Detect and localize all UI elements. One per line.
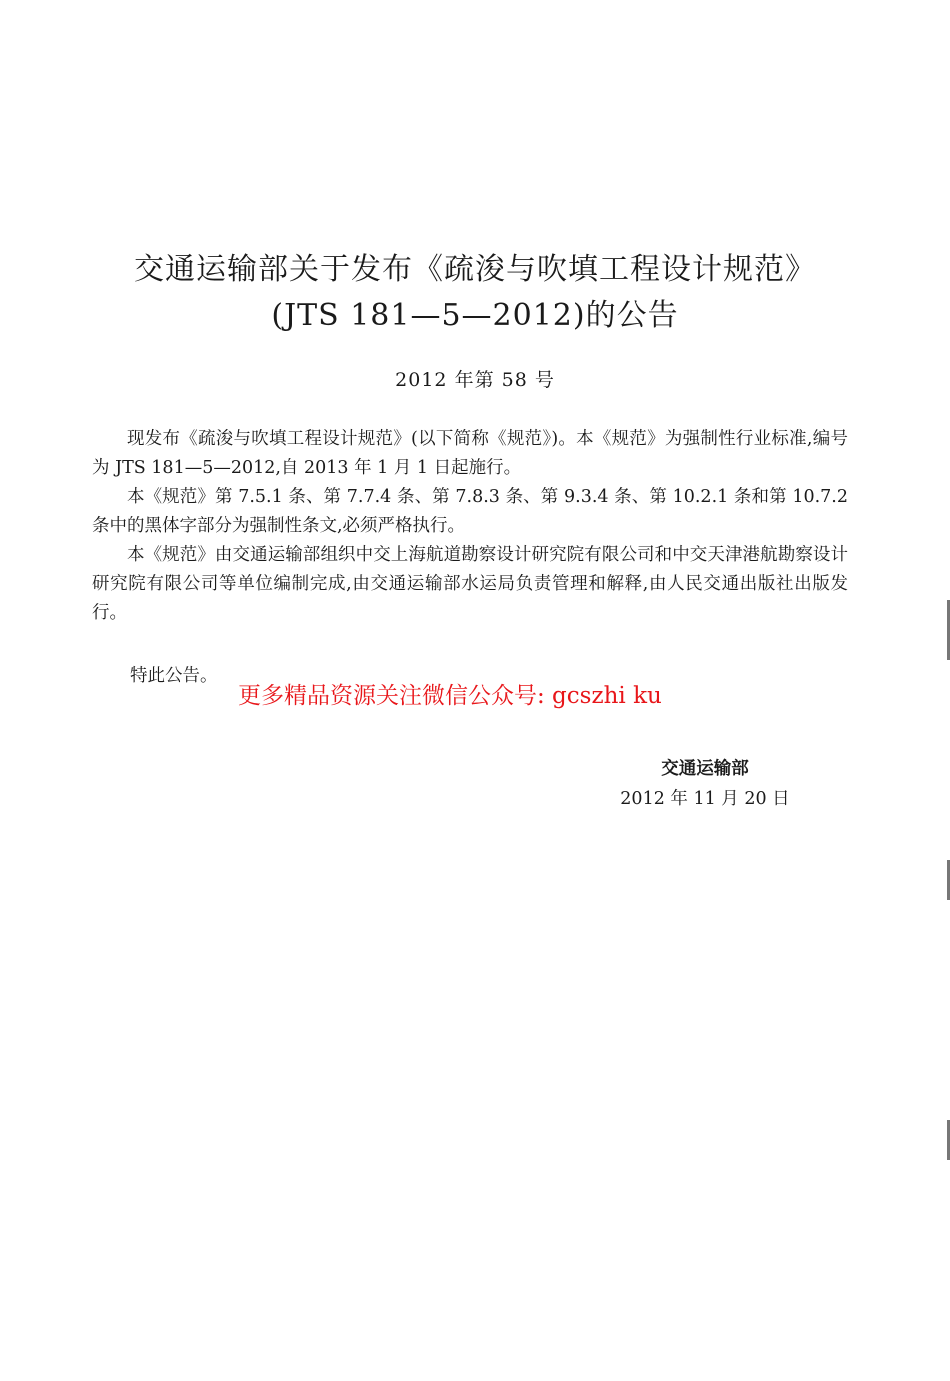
issue-date: 2012 年 11 月 20 日 [620, 789, 790, 809]
signature-block [600, 754, 810, 814]
closing-statement: 特此公告。 [130, 666, 218, 686]
announcement-title-line1: 交通运输部关于发布《疏浚与吹填工程设计规范》 [134, 252, 816, 287]
document-number: 2012 年第 58 号 [395, 369, 555, 391]
announcement-body [92, 425, 848, 628]
watermark-text: 更多精品资源关注微信公众号: gcszhi ku [238, 683, 662, 709]
paragraph-compilation: 本《规范》由交通运输部组织中交上海航道勘察设计研究院有限公司和中交天津港航勘察设计研究院有限公司等单位编制完成,由交通运输部水运局负责管理和解释,由人民交通出版社出版发行。 [92, 545, 848, 623]
announcement-title-line2: (JTS 181—5—2012)的公告 [271, 298, 679, 333]
paragraph-mandatory-clauses: 本《规范》第 7.5.1 条、第 7.7.4 条、第 7.8.3 条、第 9.3.4 条、第 10.2.1 条和第 10.7.2 条中的黑体字部分为强制性条文,必须严格执行。 [92, 487, 848, 536]
issuer-name: 交通运输部 [661, 759, 749, 779]
paragraph-release: 现发布《疏浚与吹填工程设计规范》(以下简称《规范》)。本《规范》为强制性行业标准,编号为 JTS 181—5—2012,自 2013 年 1 月 1 日起施行。 [92, 429, 848, 478]
